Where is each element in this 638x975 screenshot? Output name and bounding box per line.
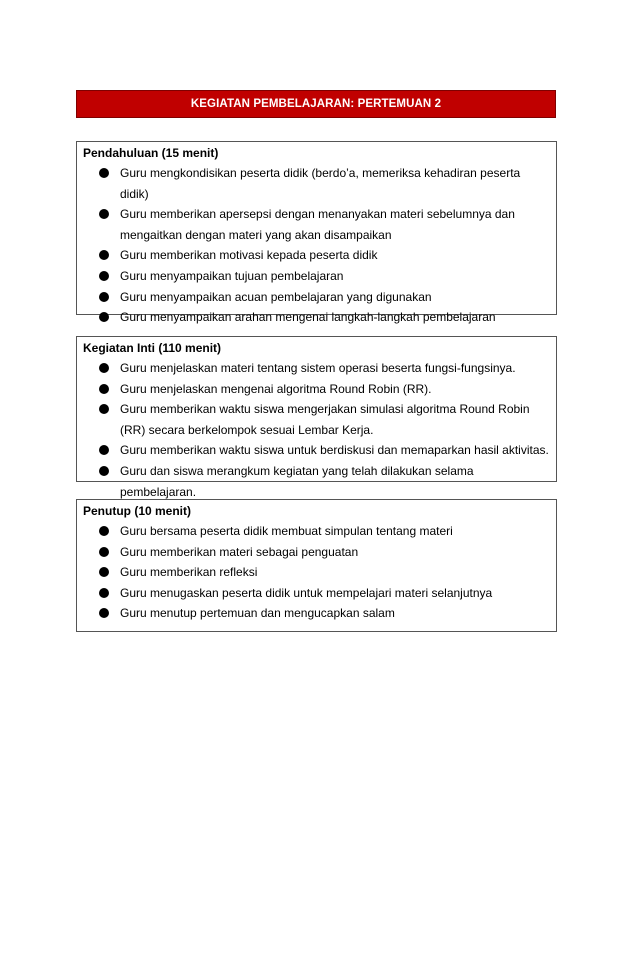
- list-item-text: Guru mengkondisikan peserta didik (berdo’a, memeriksa kehadiran peserta didik): [120, 166, 521, 201]
- bullet-icon: [99, 363, 109, 373]
- list-item: [83, 204, 556, 245]
- list-item-text: Guru menjelaskan mengenai algoritma Round Robin (RR).: [120, 381, 432, 396]
- bullet-icon: [99, 567, 109, 577]
- list-item: [83, 583, 556, 604]
- section-title: Penutup (10 menit): [83, 504, 192, 518]
- bullet-icon: [99, 168, 109, 178]
- bullet-icon: [99, 526, 109, 536]
- list-item: [83, 542, 556, 563]
- list-item-text: Guru memberikan waktu siswa untuk berdiskusi dan memaparkan hasil aktivitas.: [120, 443, 549, 458]
- list-item-text: Guru menjelaskan materi tentang sistem operasi beserta fungsi-fungsinya.: [120, 361, 516, 375]
- list-item-text: Guru memberikan motivasi kepada peserta didik: [120, 248, 378, 263]
- list-item: [83, 379, 556, 400]
- list-item-text: Guru menutup pertemuan dan mengucapkan salam: [120, 606, 395, 621]
- bullet-icon: [99, 312, 109, 322]
- list-item: [83, 287, 556, 308]
- list-item-text: Guru menugaskan peserta didik untuk mempelajari materi selanjutnya: [120, 585, 493, 600]
- section-title: Kegiatan Inti (110 menit): [83, 341, 222, 355]
- list-item-text: Guru menyampaikan tujuan pembelajaran: [120, 268, 344, 283]
- section-kegiatan-inti: [76, 336, 557, 499]
- bullet-icon: [99, 588, 109, 598]
- list-item-text: Guru bersama peserta didik membuat simpulan tentang materi: [120, 524, 453, 538]
- list-item-text: Guru dan siswa merangkum kegiatan yang telah dilakukan selama pembelajaran.: [120, 463, 474, 499]
- list-item: [83, 521, 556, 542]
- list-item-text: Guru memberikan materi sebagai penguatan: [120, 544, 359, 559]
- bullet-icon: [99, 547, 109, 557]
- bullet-icon: [99, 271, 109, 281]
- bullet-icon: [99, 466, 109, 476]
- list-item-text: Guru menyampaikan acuan pembelajaran yang digunakan: [120, 289, 432, 304]
- header-bar: [76, 90, 556, 118]
- page-title: KEGIATAN PEMBELAJARAN: PERTEMUAN 2: [190, 98, 442, 110]
- item-list: [83, 358, 556, 502]
- list-item: [83, 266, 556, 287]
- list-item: [83, 307, 556, 328]
- list-item: [83, 603, 556, 624]
- list-item: [83, 562, 556, 583]
- item-list: [83, 521, 556, 624]
- list-item: [83, 461, 556, 502]
- list-item-text: Guru memberikan waktu siswa mengerjakan simulasi algoritma Round Robin (RR) secara berkelompok sesuai Lembar Kerja.: [120, 402, 530, 437]
- bullet-icon: [99, 445, 109, 455]
- bullet-icon: [99, 292, 109, 302]
- item-list: [83, 163, 556, 328]
- bullet-icon: [99, 250, 109, 260]
- list-item: [83, 163, 556, 204]
- section-penutup: [76, 499, 557, 632]
- section-pendahuluan: [76, 141, 557, 325]
- bullet-icon: [99, 404, 109, 414]
- list-item-text: Guru menyampaikan arahan mengenai langkah-langkah pembelajaran: [120, 310, 496, 325]
- list-item-text: Guru memberikan apersepsi dengan menanyakan materi sebelumnya dan mengaitkan dengan materi yang akan disampaikan: [120, 207, 515, 242]
- list-item: [83, 399, 556, 440]
- list-item: [83, 440, 556, 461]
- list-item: [83, 245, 556, 266]
- list-item: [83, 358, 556, 379]
- list-item-text: Guru memberikan refleksi: [120, 565, 258, 580]
- bullet-icon: [99, 209, 109, 219]
- bullet-icon: [99, 608, 109, 618]
- section-title: Pendahuluan (15 menit): [83, 146, 219, 160]
- bullet-icon: [99, 384, 109, 394]
